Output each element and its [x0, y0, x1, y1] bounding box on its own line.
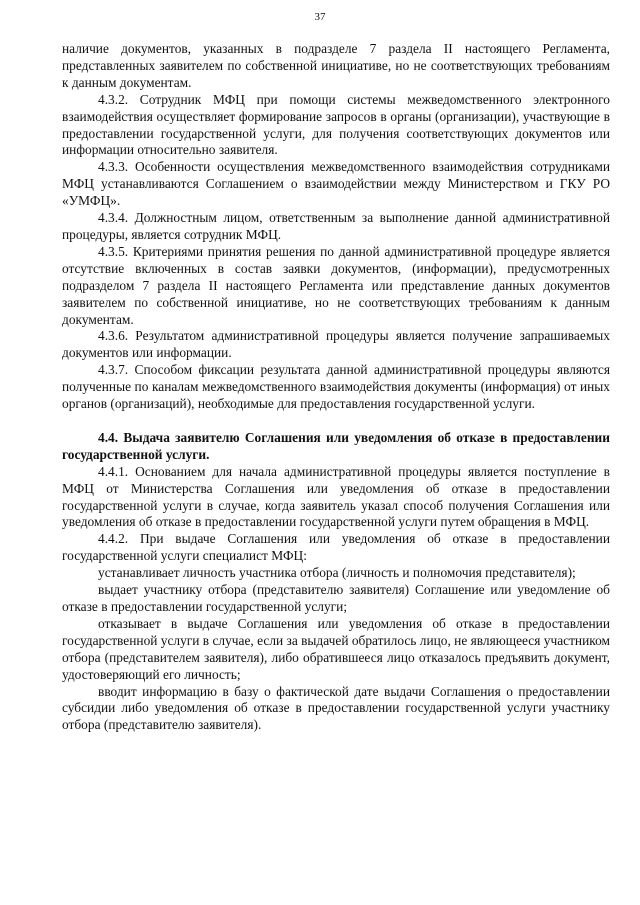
- page-number: 37: [314, 11, 326, 23]
- section-heading-4-4: 4.4. Выдача заявителю Соглашения или уведомления об отказе в предоставлении государственной услуги.: [62, 429, 610, 462]
- paragraph-4-3-6: 4.3.6. Результатом административной процедуры является получение запрашиваемых документов или информации.: [62, 328, 610, 361]
- paragraph-4-3-3: 4.3.3. Особенности осуществления межведомственного взаимодействия сотрудниками МФЦ устанавливаются Соглашением о взаимодействии между Министерством и ГКУ РО «УМФЦ».: [62, 159, 610, 209]
- paragraph-4-4-1: 4.4.1. Основанием для начала административной процедуры является поступление в МФЦ от Министерства Соглашения или уведомления об отказе в предоставлении государственной услуги в случае, когда заявитель указал способ получения Соглашения или уведомления об отказе в предоставлении государственной услуги путем обращения в МФЦ.: [62, 463, 610, 530]
- list-item-issue: выдает участнику отбора (представителю заявителя) Соглашение или уведомление об отказе в предоставлении государственной услуги;: [62, 582, 610, 614]
- paragraph-4-3-7: 4.3.7. Способом фиксации результата данной административной процедуры являются полученные по каналам межведомственного взаимодействия документы (информация) от иных органов (организаций), необходимые для предоставления государственной услуги.: [62, 362, 610, 412]
- list-item-identify: устанавливает личность участника отбора (личность и полномочия представителя);: [98, 565, 576, 581]
- paragraph-4-3-2: 4.3.2. Сотрудник МФЦ при помощи системы межведомственного электронного взаимодействия осуществляет формирование запросов в органы (организации), участвующие в предоставлении государственной услуги, для получения соответствующих документов или информации относительно заявителя.: [62, 91, 610, 158]
- paragraph-4-3-5: 4.3.5. Критериями принятия решения по данной административной процедуре является отсутствие включенных в состав заявки документов, (информации), предусмотренных подразделом 7 раздела II настоящего Регламента или представление данных документов заявителем по собственной инициативе, но не соответствующих требованиям к данным документам.: [62, 243, 610, 327]
- list-item-record: вводит информацию в базу о фактической дате выдачи Соглашения о предоставлении субсидии либо уведомления об отказе в предоставлении государственной услуги участнику отбора (представителю заявителя).: [62, 683, 610, 733]
- list-item-refuse: отказывает в выдаче Соглашения или уведомления об отказе в предоставлении государственной услуги в случае, если за выдачей обратилось лицо, не являющееся участником отбора (представителем заявителя), либо обратившееся лицо отказалось предъявить документ, удостоверяющий его личность;: [62, 615, 611, 682]
- paragraph-continuation: наличие документов, указанных в подразделе 7 раздела II настоящего Регламента, представленных заявителем по собственной инициативе, но не соответствующих требованиям к данным документам.: [62, 41, 610, 90]
- paragraph-4-4-2: 4.4.2. При выдаче Соглашения или уведомления об отказе в предоставлении государственной услуги специалист МФЦ:: [62, 531, 610, 564]
- document-body: [62, 41, 610, 734]
- paragraph-4-3-4: 4.3.4. Должностным лицом, ответственным за выполнение данной административной процедуры, является сотрудник МФЦ.: [62, 210, 610, 242]
